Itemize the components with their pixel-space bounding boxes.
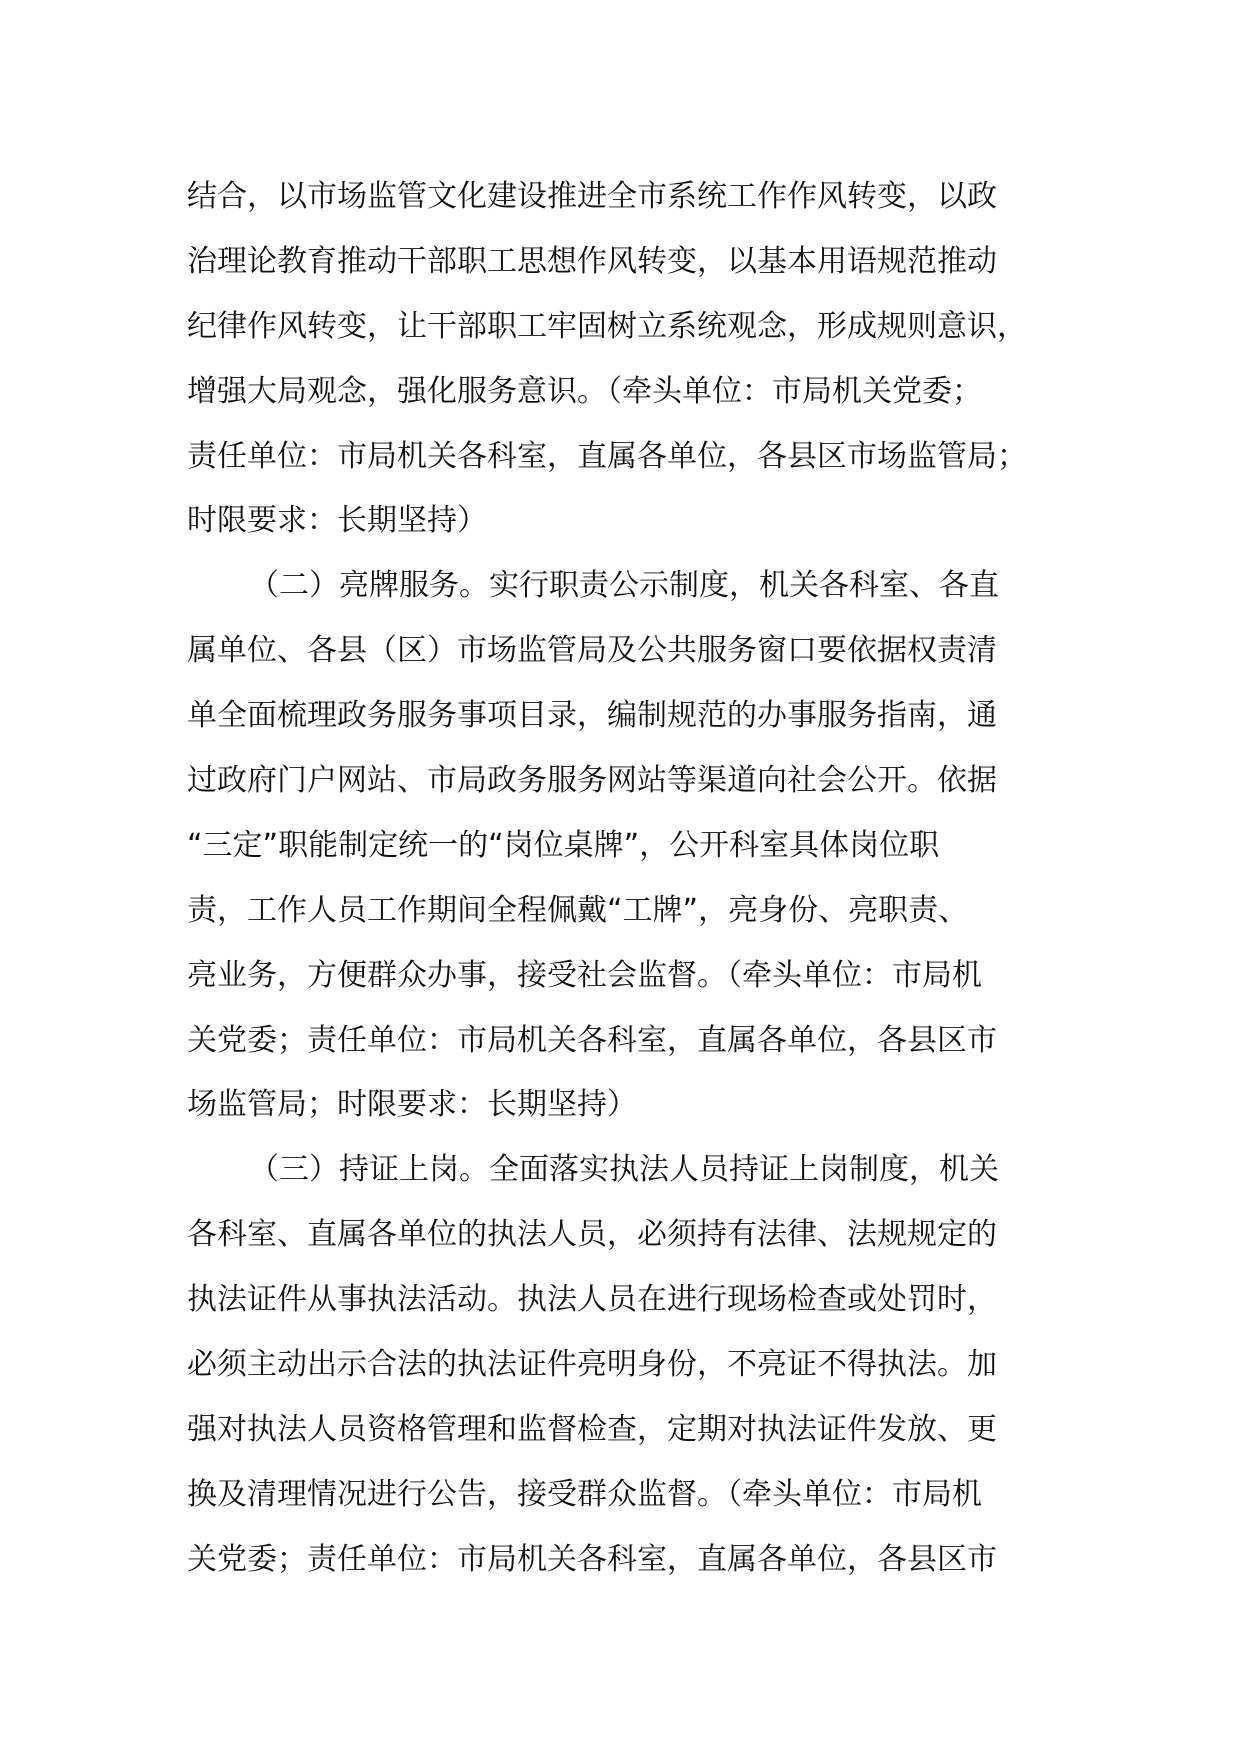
text-line: 亮业务，方便群众办事，接受社会监督。（牵头单位：市局机 xyxy=(187,957,982,993)
text-line: 责任单位：市局机关各科室，直属各单位，各县区市场监管局； xyxy=(187,438,1027,474)
text-line: 换及清理情况进行公告，接受群众监督。（牵头单位：市局机 xyxy=(187,1476,982,1512)
text-line: 过政府门户网站、市局政务服务网站等渠道向社会公开。依据 xyxy=(187,763,997,799)
text-line: 各科室、直属各单位的执法人员，必须持有法律、法规规定的 xyxy=(187,1217,997,1253)
text-line: 增强大局观念，强化服务意识。（牵头单位：市局机关党委； xyxy=(187,373,982,409)
document-body xyxy=(187,165,1087,1593)
text-line: （三）持证上岗。全面落实执法人员持证上岗制度，机关 xyxy=(249,1152,999,1188)
text-line: 时限要求：长期坚持） xyxy=(187,503,487,539)
text-line: “三定”职能制定统一的“岗位桌牌”，公开科室具体岗位职 xyxy=(187,827,940,863)
text-line: 关党委；责任单位：市局机关各科室，直属各单位，各县区市 xyxy=(187,1022,997,1058)
paragraph-continuation xyxy=(187,165,1087,554)
text-line: 单全面梳理政务服务事项目录，编制规范的办事服务指南，通 xyxy=(187,698,997,734)
text-line: 场监管局；时限要求：长期坚持） xyxy=(187,1087,637,1123)
text-line: 强对执法人员资格管理和监督检查，定期对执法证件发放、更 xyxy=(187,1411,997,1447)
text-line: 必须主动出示合法的执法证件亮明身份，不亮证不得执法。加 xyxy=(187,1347,997,1383)
text-line: （二）亮牌服务。实行职责公示制度，机关各科室、各直 xyxy=(249,568,999,604)
text-line: 责，工作人员工作期间全程佩戴“工牌”，亮身份、亮职责、 xyxy=(187,892,969,928)
text-line: 结合，以市场监管文化建设推进全市系统工作作风转变，以政 xyxy=(187,179,997,214)
text-line: 执法证件从事执法活动。执法人员在进行现场检查或处罚时， xyxy=(187,1282,997,1318)
text-line: 纪律作风转变，让干部职工牢固树立系统观念，形成规则意识， xyxy=(187,308,1027,344)
text-line: 关党委；责任单位：市局机关各科室，直属各单位，各县区市 xyxy=(187,1541,997,1577)
text-line: 治理论教育推动干部职工思想作风转变，以基本用语规范推动 xyxy=(187,243,997,279)
paragraph-bright-badge-service xyxy=(187,554,1087,1138)
text-line: 属单位、各县（区）市场监管局及公共服务窗口要依据权责清 xyxy=(187,633,997,669)
paragraph-certified-duty xyxy=(187,1138,1087,1592)
